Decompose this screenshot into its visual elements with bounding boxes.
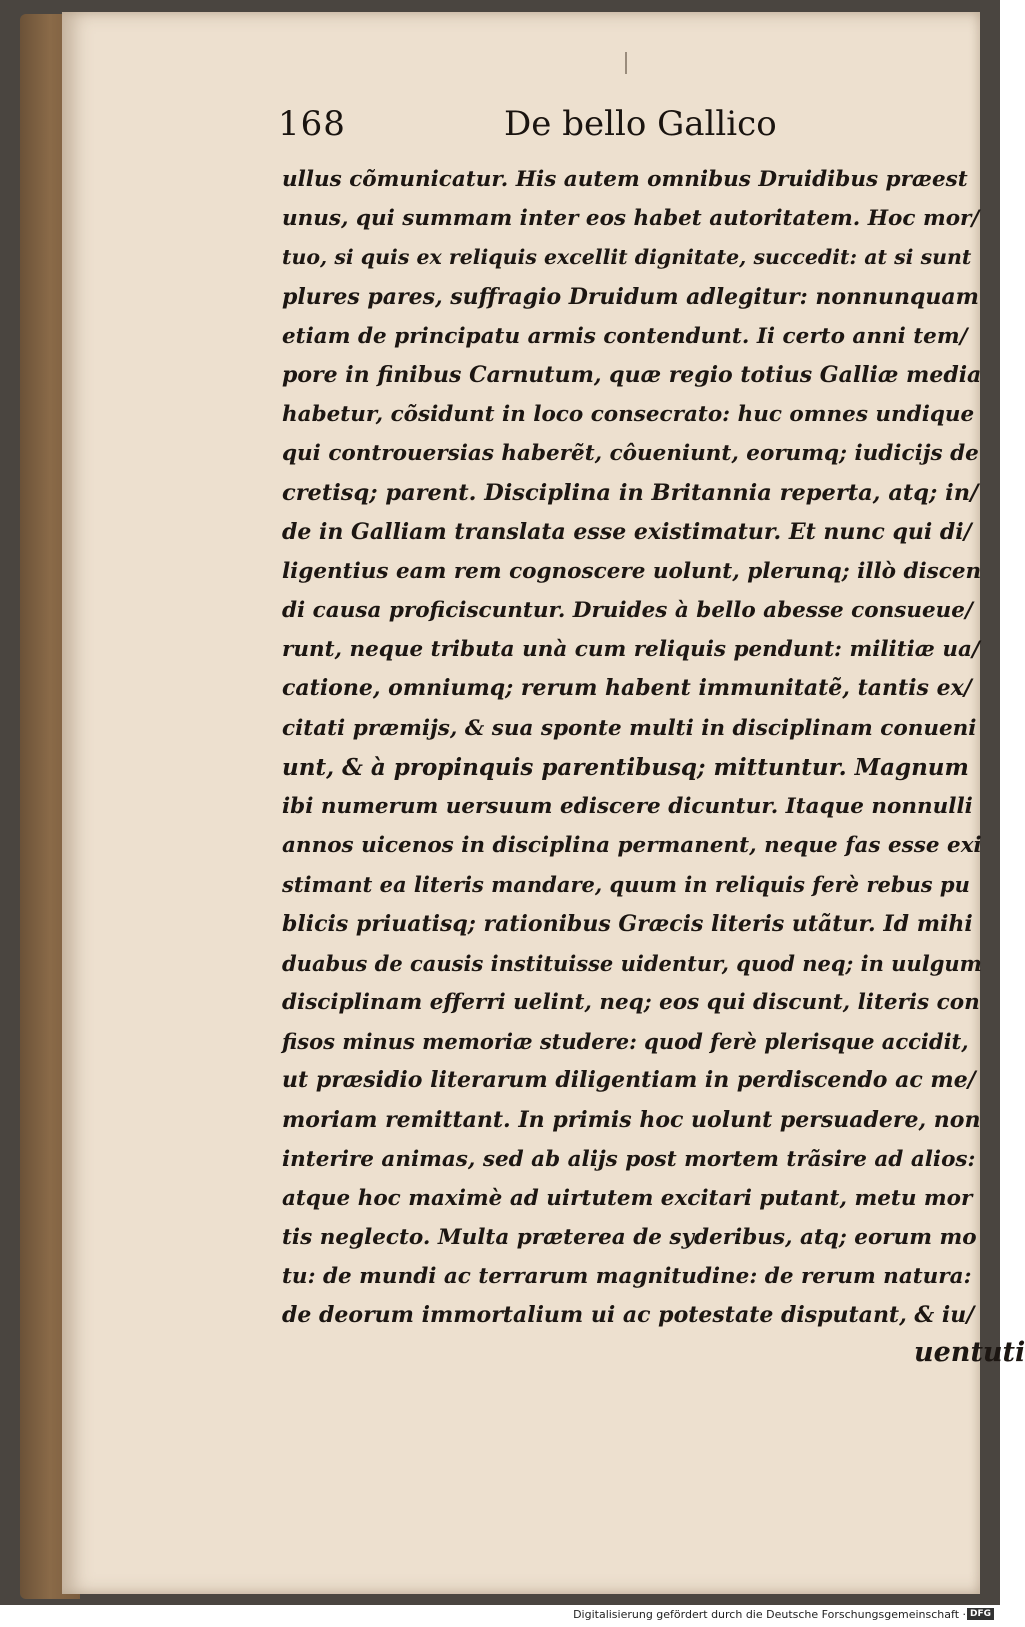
catchword: uentuti bbox=[914, 1337, 1025, 1368]
text-line: etiam de principatu armis contendunt. Ii certo anni tem/ bbox=[282, 323, 968, 349]
page-mark bbox=[625, 52, 627, 74]
text-line: citati præmijs, & sua sponte multi in disciplinam conueni bbox=[282, 715, 977, 741]
text-line: atque hoc maximè ad uirtutem excitari putant, metu mor bbox=[282, 1185, 973, 1211]
text-line: stimant ea literis mandare, quum in reliquis ferè rebus pu bbox=[282, 872, 970, 898]
page-number: 168 bbox=[278, 104, 346, 144]
text-line: catione, omniumq; rerum habent immunitatẽ, tantis ex/ bbox=[282, 675, 972, 702]
text-block bbox=[282, 160, 982, 1336]
text-line: fisos minus memoriæ studere: quod ferè plerisque accidit, bbox=[282, 1029, 969, 1055]
text-line: ibi numerum uersuum ediscere dicuntur. Itaque nonnulli bbox=[282, 794, 973, 819]
text-line: runt, neque tributa unà cum reliquis pendunt: militiæ ua/ bbox=[282, 637, 980, 663]
text-line: tuo, si quis ex reliquis excellit dignitate, succedit: at si sunt bbox=[282, 245, 972, 270]
text-line: interire animas, sed ab alijs post mortem trãsire ad alios: bbox=[282, 1146, 976, 1172]
footer-credit: Digitalisierung gefördert durch die Deutsche Forschungsgemeinschaft · bbox=[573, 1608, 966, 1621]
text-line: ullus cõmunicatur. His autem omnibus Druidibus præest bbox=[282, 167, 968, 192]
text-line: blicis priuatisq; rationibus Græcis literis utãtur. Id mihi bbox=[282, 910, 973, 937]
running-title: De bello Gallico bbox=[504, 104, 777, 144]
text-line: unus, qui summam inter eos habet autoritatem. Hoc mor/ bbox=[282, 206, 980, 232]
book-page bbox=[62, 12, 1025, 1594]
text-line: moriam remittant. In primis hoc uolunt persuadere, non bbox=[282, 1106, 981, 1133]
text-line: habetur, cõsidunt in loco consecrato: huc omnes undique bbox=[282, 402, 975, 428]
text-line: pore in finibus Carnutum, quæ regio totius Galliæ media bbox=[282, 361, 982, 388]
text-line: qui controuersias haberẽt, côueniunt, eorumq; iudicijs de bbox=[282, 441, 979, 467]
text-line: unt, & à propinquis parentibusq; mittuntur. Magnum bbox=[282, 753, 969, 781]
page-content bbox=[278, 104, 982, 1336]
text-line: de in Galliam translata esse existimatur. Et nunc qui di/ bbox=[282, 518, 972, 545]
footer bbox=[0, 1605, 1000, 1627]
text-line: tu: de mundi ac terrarum magnitudine: de rerum natura: bbox=[282, 1264, 972, 1290]
text-line: plures pares, suffragio Druidum adlegitur: nonnunquam bbox=[282, 283, 979, 310]
text-line: cretisq; parent. Disciplina in Britannia reperta, atq; in/ bbox=[282, 479, 979, 506]
text-line: annos uicenos in disciplina permanent, neque fas esse exi bbox=[282, 833, 982, 859]
text-line: de deorum immortalium ui ac potestate disputant, & iu/ bbox=[282, 1302, 975, 1329]
text-line: disciplinam efferri uelint, neq; eos qui discunt, literis con bbox=[282, 989, 980, 1015]
dfg-logo: DFG bbox=[967, 1608, 994, 1620]
text-line: ut præsidio literarum diligentiam in perdiscendo ac me/ bbox=[282, 1067, 976, 1094]
running-head bbox=[278, 104, 982, 160]
text-line: ligentius eam rem cognoscere uolunt, plerunq; illò discen bbox=[282, 558, 982, 584]
text-line: tis neglecto. Multa præterea de syderibus, atq; eorum mo bbox=[282, 1225, 977, 1251]
text-line: di causa proficiscuntur. Druides à bello abesse consueue/ bbox=[282, 598, 973, 624]
text-line: duabus de causis instituisse uidentur, quod neq; in uulgum bbox=[282, 950, 982, 976]
